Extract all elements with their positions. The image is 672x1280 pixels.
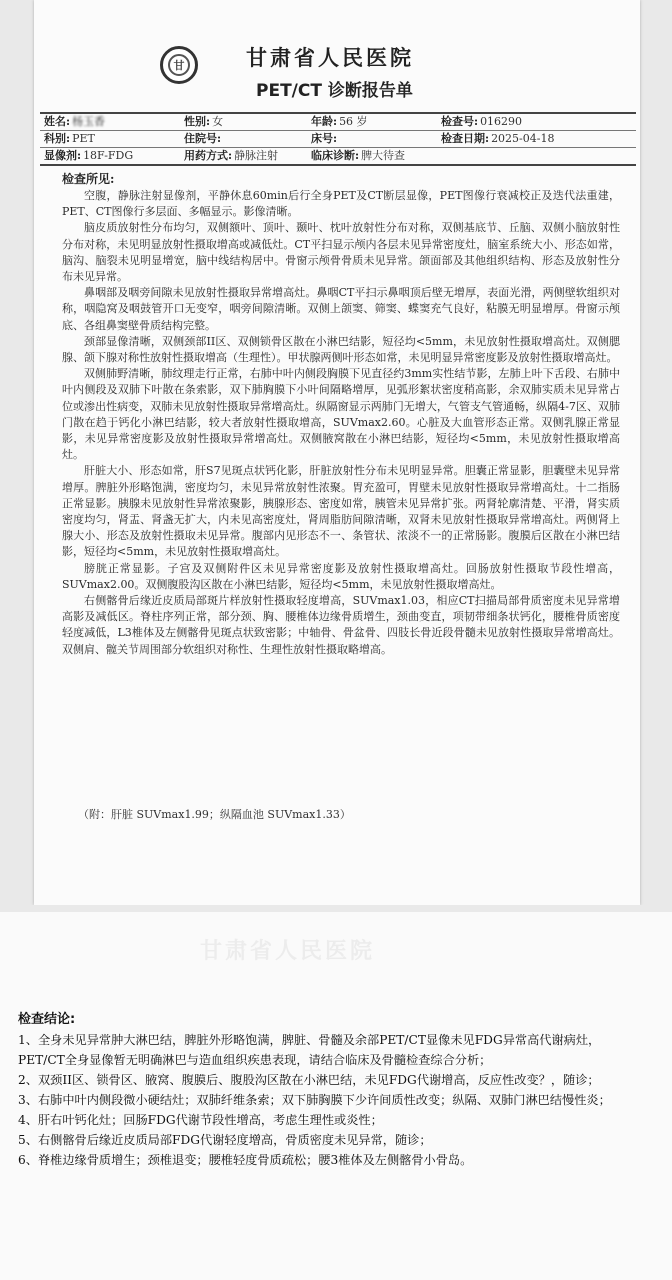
hospital-logo-icon	[160, 46, 198, 84]
findings-paragraph: 空腹，静脉注射显像剂，平静休息60min后行全身PET及CT断层显像，PET图像行衰减校正及迭代法重建，PET、CT图像行多层面、多幅显示。影像清晰。	[62, 189, 620, 219]
conclusion-item: 3、右肺中叶内侧段微小硬结灶；双肺纤维条索；双下肺胸膜下少许间质性改变；纵隔、双肺门淋巴结慢性炎；	[18, 1093, 611, 1107]
gender-field	[184, 114, 311, 130]
diagnosis-field	[311, 148, 511, 164]
conclusion-item: 6、脊椎边缘骨质增生；颈椎退变；腰椎轻度骨质疏松；腰3椎体及左侧髂骨小骨岛。	[18, 1153, 473, 1167]
exam-date-value: 2025-04-18	[491, 132, 555, 145]
info-row	[40, 131, 636, 148]
diagnosis-value: 脾大待查	[361, 149, 406, 162]
findings-body	[62, 188, 620, 658]
conclusion-item: 4、肝右叶钙化灶；回肠FDG代谢节段性增高，考虑生理性或炎性；	[18, 1113, 383, 1127]
conclusion-title: 检查结论:	[18, 1012, 76, 1027]
name-value: 杨玉香	[72, 115, 106, 128]
agent-label: 显像剂:	[44, 149, 82, 162]
exam-number-label: 检查号:	[441, 115, 479, 128]
conclusion-page	[0, 912, 672, 1280]
gender-value: 女	[212, 115, 224, 128]
findings-paragraph: 双侧肺野清晰，肺纹理走行正常，右肺中叶内侧段胸膜下见直径约3mm实性结节影，左肺上叶下舌段、右肺中叶内侧段及双肺下叶散在条索影，双下肺胸膜下小叶间隔略增厚，见弧形絮状密度稍高影，余双肺实质未见异常占位或渗出性病变，双肺未见放射性摄取异常增高灶。纵隔窗显示两肺门无增大，气管支气管通畅，纵隔4-7区、双肺门散在趋于钙化小淋巴结影，较大者放射性摄取增高，SUVmax2.60。心脏及大血管形态正常。双侧乳腺正常显影，未见异常密度影及放射性摄取异常增高灶。双侧腋窝散在小淋巴结影，短径均<5mm，未见放射性摄取增高灶。	[62, 367, 620, 462]
dept-label: 科别:	[44, 132, 71, 145]
age-value: 56 岁	[339, 115, 368, 128]
conclusion-list	[18, 1030, 638, 1170]
exam-number-field	[441, 114, 636, 130]
findings-paragraph: 右侧髂骨后缘近皮质局部斑片样放射性摄取轻度增高，SUVmax1.03，相应CT扫描局部骨质密度未见异常增高影及减低区。脊柱序列正常，部分颈、胸、腰椎体边缘骨质增生，颈曲变直，项韧带细条状钙化，腰椎骨质密度轻度减低，L3椎体及左侧髂骨见斑点状致密影；中轴骨、骨盆骨、四肢长骨近段骨髓未见放射性摄取异常增高灶。双侧肩、髋关节周围部分软组织对称性、生理性放射性摄取略增高。	[62, 594, 620, 656]
info-row	[40, 148, 636, 164]
route-value: 静脉注射	[234, 149, 279, 162]
findings-paragraph: 颈部显像清晰，双侧颈部II区、双侧锁骨区散在小淋巴结影，短径均<5mm，未见放射性摄取增高灶。双侧腮腺、颌下腺对称性放射性摄取增高（生理性）。甲状腺两侧叶形态如常，未见明显异常密度影及放射性摄取增高灶。	[62, 334, 620, 365]
report-header	[34, 38, 640, 108]
inpatient-label: 住院号:	[184, 132, 222, 145]
route-label: 用药方式:	[184, 149, 233, 162]
findings-paragraph: 膀胱正常显影。子宫及双侧附件区未见异常密度影及放射性摄取增高灶。回肠放射性摄取节段性增高，SUVmax2.00。双侧腹股沟区散在小淋巴结影，短径均<5mm，未见放射性摄取增高灶。	[62, 561, 620, 591]
route-field	[184, 148, 311, 164]
report-title: PET/CT 诊断报告单	[256, 81, 413, 101]
agent-value: 18F-FDG	[83, 149, 134, 162]
gender-label: 性别:	[184, 115, 211, 128]
conclusion-item: 1、全身未见异常肿大淋巴结，脾脏外形略饱满，脾脏、骨髓及余部PET/CT显像未见FDG异常高代谢病灶，PET/CT全身显像暂无明确淋巴与造血组织疾患表现，请结合临床及骨髓检查综合分析；	[18, 1033, 601, 1067]
diagnosis-label: 临床诊断:	[311, 149, 360, 162]
bed-field	[311, 131, 441, 147]
name-field	[40, 114, 184, 130]
conclusion-item: 5、右侧髂骨后缘近皮质局部FDG代谢轻度增高，骨质密度未见异常，随诊；	[18, 1133, 432, 1147]
info-row	[40, 114, 636, 131]
name-label: 姓名:	[44, 115, 71, 128]
findings-paragraph: 脑皮质放射性分布均匀，双侧额叶、顶叶、颞叶、枕叶放射性分布对称，双侧基底节、丘脑、双侧小脑放射性分布对称，未见明显放射性摄取增高或减低灶。CT平扫显示颅内各层未见异常密度灶，脑室系统大小、形态如常，脑沟、脑裂未见明显增宽，脑中线结构居中。骨窗示颅骨骨质未见异常。颌面部及其他组织结构、形态及放射性分布未见异常。	[62, 221, 620, 284]
patient-info-table	[40, 112, 636, 166]
dept-field	[40, 131, 184, 147]
exam-date-field	[441, 131, 636, 147]
inpatient-field	[184, 131, 311, 147]
age-field	[311, 114, 441, 130]
conclusion-item: 2、双颈II区、锁骨区、腋窝、腹膜后、腹股沟区散在小淋巴结，未见FDG代谢增高，反应性改变？，随诊；	[18, 1073, 600, 1087]
hospital-logo-glyph: 甘	[168, 54, 190, 76]
age-label: 年龄:	[311, 115, 338, 128]
suv-note: （附：肝脏 SUVmax1.99；纵隔血池 SUVmax1.33）	[78, 808, 351, 821]
exam-number-value: 016290	[480, 115, 523, 128]
agent-field	[40, 148, 184, 164]
report-page	[34, 0, 640, 905]
hospital-name: 甘肃省人民医院	[246, 45, 414, 70]
exam-date-label: 检查日期:	[441, 132, 490, 145]
dept-value: PET	[72, 132, 95, 145]
findings-title: 检查所见:	[62, 172, 115, 186]
bed-label: 床号:	[311, 132, 338, 145]
findings-paragraph: 肝脏大小、形态如常，肝S7见斑点状钙化影，肝脏放射性分布未见明显异常。胆囊正常显影，胆囊壁未见异常增厚。脾脏外形略饱满，密度均匀，未见异常放射性浓聚。胃充盈可，胃壁未见放射性摄取异常增高灶。十二指肠正常显影。胰腺未见放射性异常浓聚影，胰腺形态、密度如常，胰管未见异常扩张。两肾轮廓清楚、平滑，肾实质密度均匀，肾盂、肾盏无扩大，内未见高密度灶，肾周脂肪间隙清晰，双肾未见放射性摄取异常增高灶。两侧肾上腺大小、形态及放射性摄取未见异常。腹部内见形态不一、条管状、浓淡不一的正常肠影。腹膜后区散在小淋巴结影，短径均<5mm，未见放射性摄取增高灶。	[62, 464, 620, 559]
hospital-watermark: 甘肃省人民医院	[200, 938, 376, 964]
findings-paragraph: 鼻咽部及咽旁间隙未见放射性摄取异常增高灶。鼻咽CT平扫示鼻咽顶后壁无增厚，表面光滑，两侧壁软组织对称，咽隐窝及咽鼓管开口无变窄，咽旁间隙清晰。双侧上颌窦、筛窦、蝶窦充气良好，粘膜无明显增厚。骨窗示颅底、各组鼻窦壁骨质结构完整。	[62, 286, 620, 332]
